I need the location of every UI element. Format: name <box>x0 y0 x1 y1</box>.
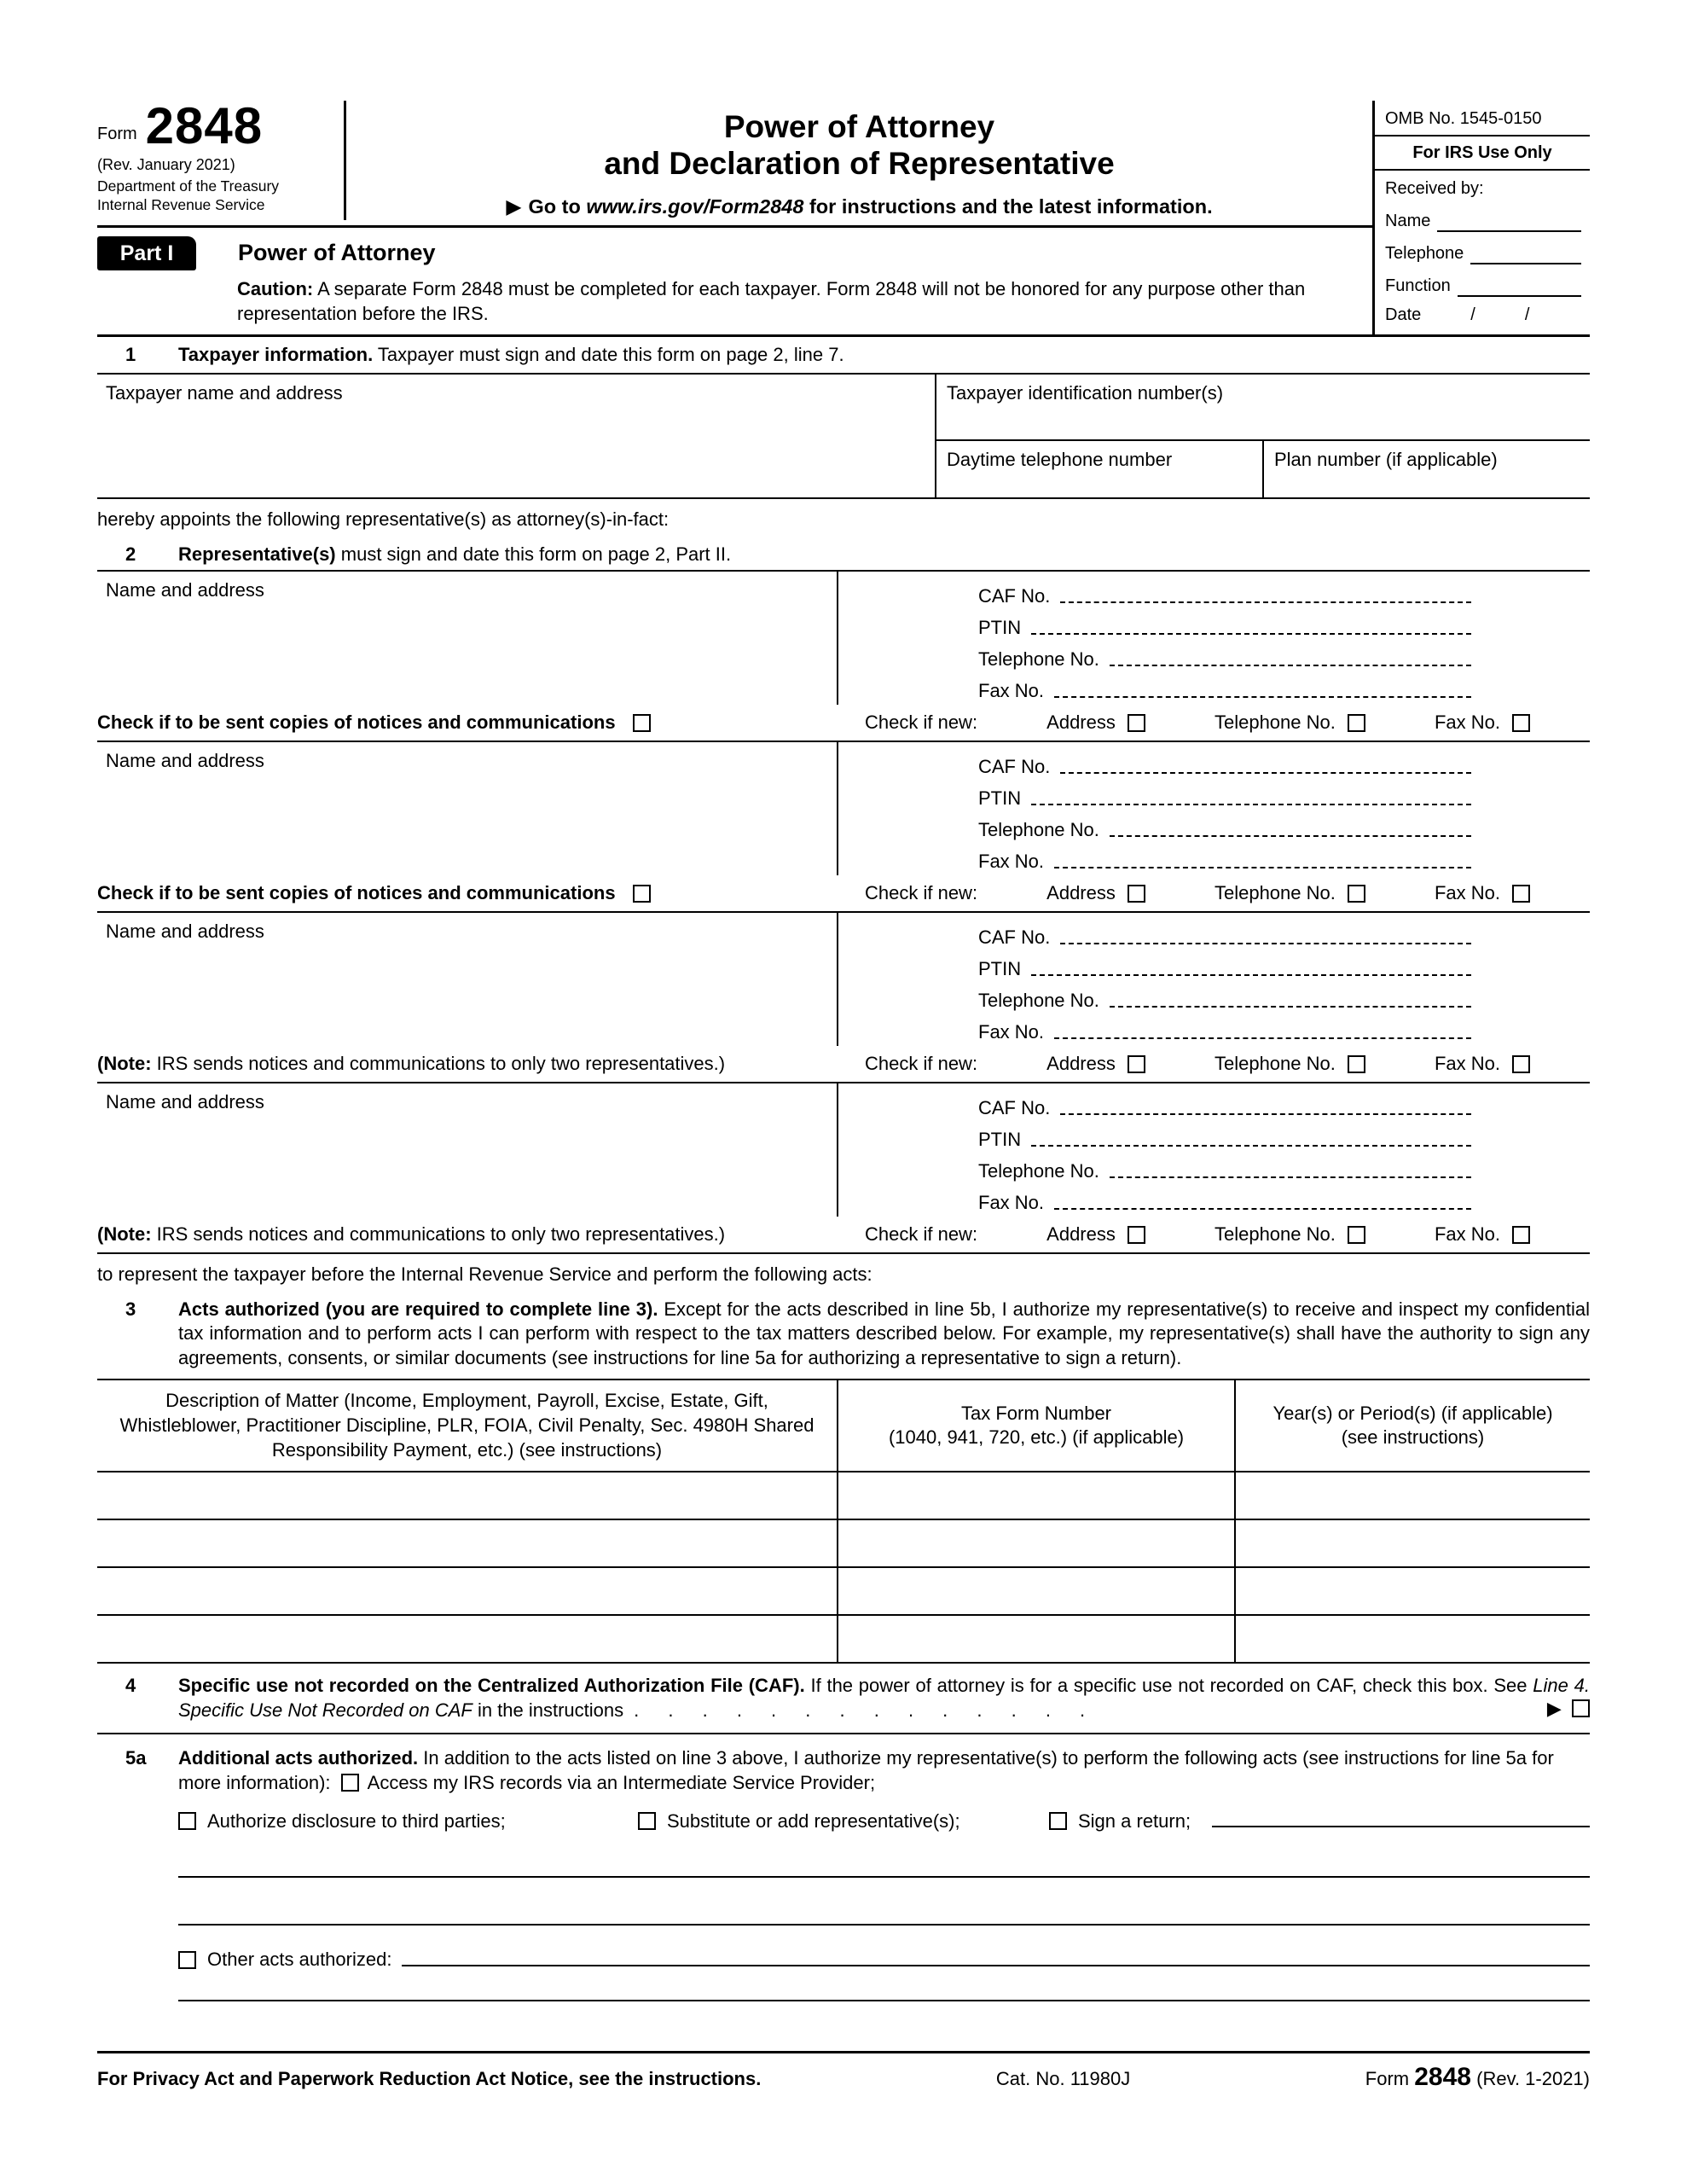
other-acts-input[interactable] <box>402 1954 1590 1966</box>
fax-no-label: Fax No. <box>978 1191 1045 1213</box>
telephone-no-label: Telephone No. <box>978 1159 1099 1182</box>
substitute-representative-checkbox[interactable] <box>638 1812 656 1830</box>
new-fax-label: Fax No. <box>1434 711 1500 733</box>
note-body: IRS sends notices and communications to only two representatives.) <box>151 1223 726 1245</box>
daytime-phone-label: Daytime telephone number <box>947 448 1173 470</box>
line-5a-text <box>178 1746 1590 1795</box>
rep3-ptin-input[interactable] <box>1031 974 1471 976</box>
caf-no-label: CAF No. <box>978 584 1051 607</box>
line-3-bold: Acts authorized (you are required to complete line 3). <box>178 1298 658 1320</box>
form-header-row <box>97 97 1372 228</box>
rep2-ptin-input[interactable] <box>1031 804 1471 805</box>
line-4-bold: Specific use not recorded on the Centralized Authorization File (CAF). <box>178 1675 805 1697</box>
form-header-main <box>97 97 1372 334</box>
sign-return-checkbox[interactable] <box>1049 1812 1067 1830</box>
line-4-checkbox[interactable] <box>1572 1699 1590 1717</box>
line-1-text <box>178 343 1590 368</box>
rep3-new-address-checkbox[interactable] <box>1128 1055 1145 1073</box>
sign-return-input[interactable] <box>1212 1815 1590 1827</box>
received-telephone-input[interactable] <box>1470 239 1581 264</box>
goto-suffix: for instructions and the latest information. <box>803 195 1213 218</box>
rep1-new-telephone-checkbox[interactable] <box>1348 714 1365 732</box>
catalog-number: Cat. No. 11980J <box>995 2067 1131 2089</box>
part-1-badge: Part I <box>97 236 196 271</box>
taxpayer-tin-field[interactable] <box>936 375 1590 441</box>
new-telephone-label: Telephone No. <box>1214 881 1336 903</box>
line-4-heading <box>97 1674 1590 1734</box>
acts-table-row <box>97 1472 1590 1520</box>
rep4-name-address-field[interactable] <box>97 1083 837 1217</box>
line-5a-bold: Additional acts authorized. <box>178 1747 419 1769</box>
acts-table-row <box>97 1568 1590 1616</box>
form-title-line-2: and Declaration of Representative <box>604 145 1115 181</box>
line-3-number: 3 <box>125 1298 136 1320</box>
rep1-fax-input[interactable] <box>1054 696 1471 698</box>
form-header <box>97 97 1590 337</box>
ptin-label: PTIN <box>978 787 1022 809</box>
taxpayer-numbers-block <box>935 375 1590 497</box>
form-title-line-1: Power of Attorney <box>723 109 995 144</box>
rep4-new-telephone-checkbox[interactable] <box>1348 1226 1365 1244</box>
caution-text <box>237 277 1346 326</box>
received-by-label: Received by: <box>1385 179 1484 198</box>
received-date-label: Date <box>1385 305 1422 324</box>
daytime-phone-field[interactable] <box>936 441 1262 497</box>
date-slash-2: / <box>1524 305 1530 324</box>
fax-no-label: Fax No. <box>978 1020 1045 1043</box>
form-identity-block <box>97 97 346 220</box>
received-date-row[interactable] <box>1375 297 1590 329</box>
rep4-fax-input[interactable] <box>1054 1208 1471 1210</box>
new-fax-label: Fax No. <box>1434 1223 1500 1245</box>
line-5a-rest: In addition to the acts listed on line 3 above, I authorize my representative(s) to perform the following acts (see instructions for line 5a for more information): <box>178 1747 1554 1794</box>
to-represent-text: to represent the taxpayer before the Internal Revenue Service and perform the following acts: <box>97 1263 872 1286</box>
rep4-telephone-input[interactable] <box>1110 1176 1471 1178</box>
form-instructions-link[interactable]: www.irs.gov/Form2848 <box>586 195 804 218</box>
rep2-caf-no-input[interactable] <box>1060 772 1471 774</box>
representatives-section <box>97 570 1590 1254</box>
additional-acts-blank-line-2[interactable] <box>178 1878 1590 1926</box>
rep1-caf-no-input[interactable] <box>1060 601 1471 603</box>
rep2-fax-input[interactable] <box>1054 867 1471 868</box>
tax-form-number-column-header <box>837 1380 1234 1471</box>
new-telephone-label: Telephone No. <box>1214 1052 1336 1074</box>
years-periods-cell[interactable] <box>1234 1520 1590 1566</box>
check-if-new-label: Check if new: <box>865 881 978 903</box>
rep3-name-address-field[interactable] <box>97 913 837 1046</box>
description-cell[interactable] <box>97 1568 837 1614</box>
line-2-bold: Representative(s) <box>178 543 336 565</box>
rep1-name-address-field[interactable] <box>97 572 837 705</box>
tax-form-number-cell[interactable] <box>837 1568 1234 1614</box>
agency-line-2: Internal Revenue Service <box>97 196 265 214</box>
years-header-line-2: (see instructions) <box>1341 1426 1485 1449</box>
received-function-input[interactable] <box>1458 271 1581 297</box>
additional-acts-blank-line-1[interactable] <box>178 1833 1590 1878</box>
goto-instructions <box>346 194 1372 220</box>
representative-block-3 <box>97 911 1590 1082</box>
new-address-label: Address <box>1046 881 1116 903</box>
years-header-line-1: Year(s) or Period(s) (if applicable) <box>1272 1402 1553 1424</box>
received-function-label: Function <box>1385 276 1451 295</box>
description-cell[interactable] <box>97 1616 837 1662</box>
check-if-new-label: Check if new: <box>865 1052 978 1074</box>
taxpayer-tin-label: Taxpayer identification number(s) <box>947 381 1224 404</box>
received-telephone-label: Telephone <box>1385 244 1464 263</box>
irs-use-only-box <box>1372 101 1590 334</box>
taxpayer-info-box <box>97 373 1590 499</box>
received-telephone-row <box>1375 232 1590 264</box>
received-function-row <box>1375 264 1590 297</box>
line-3-text <box>178 1298 1590 1371</box>
caf-no-label: CAF No. <box>978 1096 1051 1118</box>
line-1-rest: Taxpayer must sign and date this form on page 2, line 7. <box>373 344 844 366</box>
part-1-heading <box>97 236 1372 271</box>
new-telephone-label: Telephone No. <box>1214 711 1336 733</box>
goto-prefix: Go to <box>528 195 587 218</box>
rep2-new-address-checkbox[interactable] <box>1128 885 1145 903</box>
years-periods-cell[interactable] <box>1234 1472 1590 1519</box>
rep1-copies-checkbox[interactable] <box>633 714 651 732</box>
rep3-telephone-input[interactable] <box>1110 1006 1471 1008</box>
note-two-representatives <box>97 1223 725 1247</box>
other-acts-label: Other acts authorized: <box>207 1949 392 1971</box>
telephone-no-label: Telephone No. <box>978 818 1099 840</box>
rep2-new-telephone-checkbox[interactable] <box>1348 885 1365 903</box>
form-word: Form <box>97 125 137 143</box>
acts-table-row <box>97 1616 1590 1664</box>
tax-form-header-line-2: (1040, 941, 720, etc.) (if applicable) <box>888 1426 1185 1449</box>
substitute-representative-label: Substitute or add representative(s); <box>667 1809 960 1832</box>
arrow-icon: ▶ <box>1546 1697 1562 1719</box>
other-acts-blank-line-2[interactable] <box>178 1972 1590 2001</box>
dot-leaders: . . . . . . . . . . . . . . <box>634 1699 1087 1721</box>
privacy-act-notice: For Privacy Act and Paperwork Reduction Act Notice, see the instructions. <box>97 2067 762 2089</box>
description-cell[interactable] <box>97 1472 837 1519</box>
authorize-disclosure-checkbox[interactable] <box>178 1812 196 1830</box>
arrow-icon: ▶ <box>506 195 522 218</box>
rep3-new-fax-checkbox[interactable] <box>1512 1055 1530 1073</box>
rep2-new-fax-checkbox[interactable] <box>1512 885 1530 903</box>
rep4-caf-no-input[interactable] <box>1060 1113 1471 1115</box>
caf-no-label: CAF No. <box>978 755 1051 777</box>
fax-no-label: Fax No. <box>978 679 1045 701</box>
authorize-disclosure-label: Authorize disclosure to third parties; <box>207 1809 506 1832</box>
description-cell[interactable] <box>97 1520 837 1566</box>
form-number: 2848 <box>145 97 264 154</box>
rep3-fax-input[interactable] <box>1054 1037 1471 1039</box>
description-column-header <box>97 1380 837 1471</box>
other-acts-row <box>178 1948 1590 1972</box>
line-5a-number: 5a <box>125 1747 147 1769</box>
representative-block-4 <box>97 1082 1590 1252</box>
line-3-rest: Except for the acts described in line 5b, I authorize my representative(s) to receive and inspect my confidential tax information and to perform acts I can perform with respect to the tax matters described below. For example, my representative(s) shall have the authority to sign any agreements, consents, or similar documents (see instructions for line 5a for authorizing a representative to sign a return). <box>178 1298 1590 1368</box>
line-2-number: 2 <box>125 543 136 565</box>
received-name-input[interactable] <box>1437 206 1581 232</box>
line-5a-heading <box>97 1746 1590 2001</box>
line-1-number: 1 <box>125 344 136 366</box>
caf-no-label: CAF No. <box>978 926 1051 948</box>
plan-number-label: Plan number (if applicable) <box>1274 448 1498 470</box>
rep4-ptin-input[interactable] <box>1031 1145 1471 1147</box>
new-address-label: Address <box>1046 711 1116 733</box>
rep4-new-address-checkbox[interactable] <box>1128 1226 1145 1244</box>
taxpayer-name-address-field[interactable] <box>97 375 935 497</box>
tax-form-number-cell[interactable] <box>837 1472 1234 1519</box>
hereby-appoints-text: hereby appoints the following representative(s) as attorney(s)-in-fact: <box>97 508 670 530</box>
rep1-new-address-checkbox[interactable] <box>1128 714 1145 732</box>
name-address-label: Name and address <box>106 1091 264 1113</box>
form-revision: (Rev. January 2021) <box>97 156 235 173</box>
line-2-heading <box>97 543 1590 567</box>
line-2-text <box>178 543 1590 567</box>
access-irs-records-label: Access my IRS records via an Intermediate Service Provider; <box>367 1772 876 1794</box>
tax-form-number-cell[interactable] <box>837 1616 1234 1662</box>
telephone-no-label: Telephone No. <box>978 648 1099 670</box>
ptin-label: PTIN <box>978 957 1022 979</box>
name-address-label: Name and address <box>106 579 264 601</box>
name-address-label: Name and address <box>106 750 264 772</box>
part-1-title: Power of Attorney <box>238 240 436 266</box>
line-5a-options-row <box>178 1809 1590 1834</box>
taxpayer-name-address-label: Taxpayer name and address <box>106 381 343 404</box>
line-4-rest-1: If the power of attorney is for a specific use not recorded on CAF, check this box. See <box>804 1675 1533 1697</box>
agency-line-1: Department of the Treasury <box>97 177 280 195</box>
form-title-block <box>346 101 1372 220</box>
note-body: IRS sends notices and communications to only two representatives.) <box>151 1052 726 1074</box>
acts-table-header <box>97 1380 1590 1472</box>
acts-table-row <box>97 1520 1590 1568</box>
line-1-heading <box>97 337 1590 373</box>
footer-form-revision: (Rev. 1-2021) <box>1476 2067 1590 2089</box>
line-3-heading <box>97 1298 1590 1371</box>
note-label: (Note: <box>97 1223 152 1245</box>
line-4-text <box>178 1674 1590 1722</box>
line-2-rest: must sign and date this form on page 2, Part II. <box>335 543 732 565</box>
footer-form-id <box>1365 2060 1590 2094</box>
line-4-rest-2: in the instructions <box>472 1699 624 1721</box>
rep4-new-fax-checkbox[interactable] <box>1512 1226 1530 1244</box>
tax-form-header-line-1: Tax Form Number <box>960 1402 1112 1424</box>
note-label: (Note: <box>97 1052 152 1074</box>
copies-label: Check if to be sent copies of notices and communications <box>97 711 616 733</box>
line-4-number: 4 <box>125 1675 136 1697</box>
copies-label: Check if to be sent copies of notices and communications <box>97 881 616 903</box>
rep3-caf-no-input[interactable] <box>1060 943 1471 944</box>
line-4-italic: Line 4. Specific Use Not Recorded on CAF <box>178 1675 1590 1721</box>
plan-number-field[interactable] <box>1262 441 1590 497</box>
note-two-representatives <box>97 1052 725 1077</box>
access-irs-records-checkbox[interactable] <box>341 1774 359 1792</box>
rep2-telephone-input[interactable] <box>1110 835 1471 837</box>
rep3-new-telephone-checkbox[interactable] <box>1348 1055 1365 1073</box>
years-periods-column-header <box>1234 1380 1590 1471</box>
ptin-label: PTIN <box>978 616 1022 638</box>
footer-form-number: 2848 <box>1414 2062 1471 2091</box>
sign-return-label: Sign a return; <box>1078 1809 1191 1832</box>
new-telephone-label: Telephone No. <box>1214 1223 1336 1245</box>
received-name-row <box>1375 200 1590 232</box>
description-header-text: Description of Matter (Income, Employment, Payroll, Excise, Estate, Gift, Whistleblower, Practitioner Discipline, PLR, FOIA, Civil Penalty, Sec. 4980H Shared Responsibility Payment, etc.) (see instructions) <box>119 1390 815 1461</box>
representative-block-1 <box>97 570 1590 741</box>
name-address-label: Name and address <box>106 921 264 943</box>
new-fax-label: Fax No. <box>1434 881 1500 903</box>
new-address-label: Address <box>1046 1052 1116 1074</box>
rep1-ptin-input[interactable] <box>1031 633 1471 635</box>
footer-form-word: Form <box>1365 2067 1410 2089</box>
rep2-copies-checkbox[interactable] <box>633 885 651 903</box>
omb-number: OMB No. 1545-0150 <box>1375 101 1590 136</box>
rep1-new-fax-checkbox[interactable] <box>1512 714 1530 732</box>
rep1-telephone-input[interactable] <box>1110 665 1471 666</box>
caution-body: A separate Form 2848 must be completed for each taxpayer. Form 2848 will not be honored for any purpose other than representation before the IRS. <box>237 278 1306 324</box>
rep2-name-address-field[interactable] <box>97 742 837 875</box>
fax-no-label: Fax No. <box>978 850 1045 872</box>
new-address-label: Address <box>1046 1223 1116 1245</box>
new-fax-label: Fax No. <box>1434 1052 1500 1074</box>
check-if-new-label: Check if new: <box>865 711 978 733</box>
irs-use-only-label: For IRS Use Only <box>1375 136 1590 171</box>
years-periods-cell[interactable] <box>1234 1568 1590 1614</box>
tax-form-number-cell[interactable] <box>837 1520 1234 1566</box>
representative-block-2 <box>97 741 1590 911</box>
date-slash-1: / <box>1470 305 1475 324</box>
received-name-label: Name <box>1385 212 1431 230</box>
check-if-new-label: Check if new: <box>865 1223 978 1245</box>
caution-label: Caution: <box>237 278 314 300</box>
years-periods-cell[interactable] <box>1234 1616 1590 1662</box>
line-1-bold: Taxpayer information. <box>178 344 374 366</box>
page-footer <box>97 2051 1590 2094</box>
acts-authorized-table <box>97 1379 1590 1664</box>
other-acts-checkbox[interactable] <box>178 1951 196 1969</box>
telephone-no-label: Telephone No. <box>978 989 1099 1011</box>
ptin-label: PTIN <box>978 1128 1022 1150</box>
